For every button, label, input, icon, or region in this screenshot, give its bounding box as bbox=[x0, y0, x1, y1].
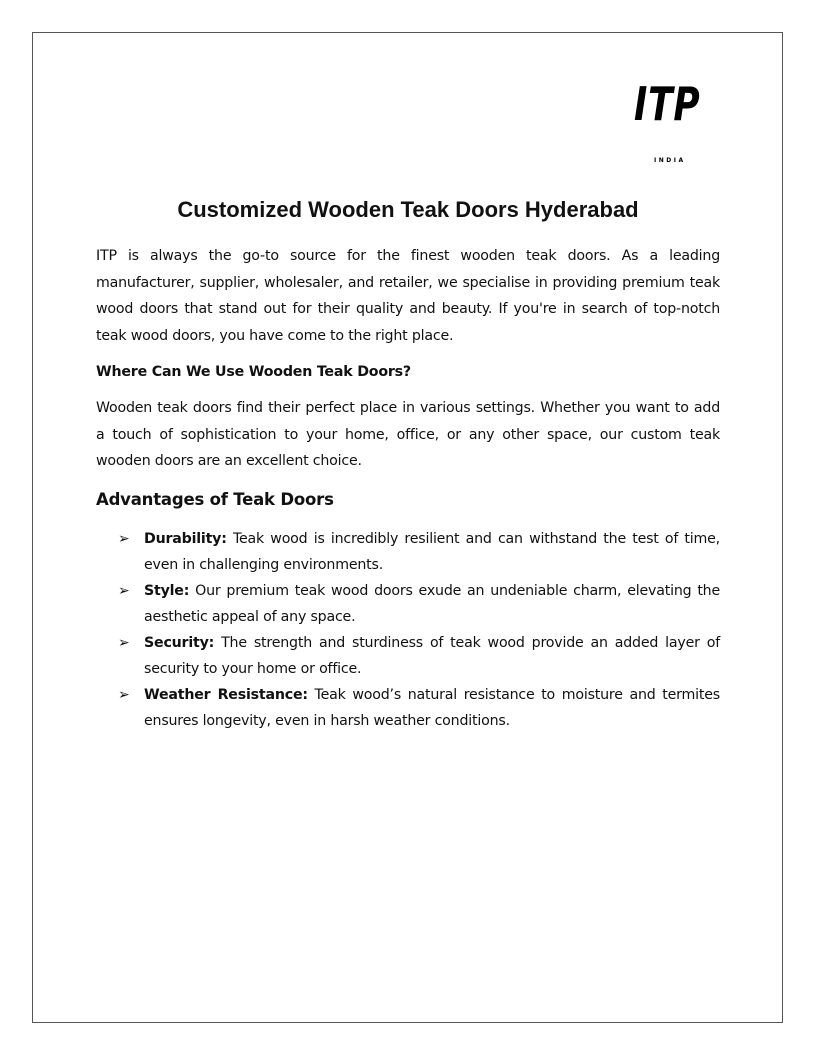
advantage-text: Teak wood’s natural resistance to moisture and termites ensures longevity, even in harsh weather conditions. bbox=[144, 686, 720, 729]
page-title: Customized Wooden Teak Doors Hyderabad bbox=[177, 197, 639, 222]
arrow-bullet-icon: ➢ bbox=[118, 530, 130, 547]
logo-subtitle: INDIA bbox=[654, 157, 686, 164]
list-item bbox=[118, 578, 720, 630]
arrow-bullet-icon: ➢ bbox=[118, 582, 130, 599]
itp-logo bbox=[634, 77, 702, 164]
advantages-list bbox=[96, 526, 720, 734]
logo-mark: ITP bbox=[634, 77, 701, 131]
uses-paragraph: Wooden teak doors find their perfect place in various settings. Whether you want to add a touch of sophistication to your home, office, or any other space, our custom teak wooden doors are an excellent choice. bbox=[96, 400, 720, 469]
arrow-bullet-icon: ➢ bbox=[118, 686, 130, 703]
advantage-term: Security: bbox=[144, 634, 215, 651]
document-content bbox=[96, 197, 720, 734]
uses-heading: Where Can We Use Wooden Teak Doors? bbox=[96, 364, 411, 380]
advantage-text: The strength and sturdiness of teak wood provide an added layer of security to your home or office. bbox=[144, 634, 720, 677]
list-item bbox=[118, 526, 720, 578]
advantages-heading: Advantages of Teak Doors bbox=[96, 489, 334, 509]
list-item bbox=[118, 682, 720, 734]
intro-paragraph: ITP is always the go-to source for the finest wooden teak doors. As a leading manufacturer, supplier, wholesaler, and retailer, we specialise in providing premium teak wood doors that stand out for their quality and beauty. If you're in search of top-notch teak wood doors, you have come to the right place. bbox=[96, 248, 720, 344]
advantage-text: Our premium teak wood doors exude an undeniable charm, elevating the aesthetic appeal of any space. bbox=[144, 582, 720, 625]
list-item bbox=[118, 630, 720, 682]
advantage-term: Weather Resistance: bbox=[144, 686, 308, 703]
advantage-term: Durability: bbox=[144, 530, 227, 547]
advantage-text: Teak wood is incredibly resilient and can withstand the test of time, even in challenging environments. bbox=[144, 530, 720, 573]
arrow-bullet-icon: ➢ bbox=[118, 634, 130, 651]
advantage-term: Style: bbox=[144, 582, 190, 599]
